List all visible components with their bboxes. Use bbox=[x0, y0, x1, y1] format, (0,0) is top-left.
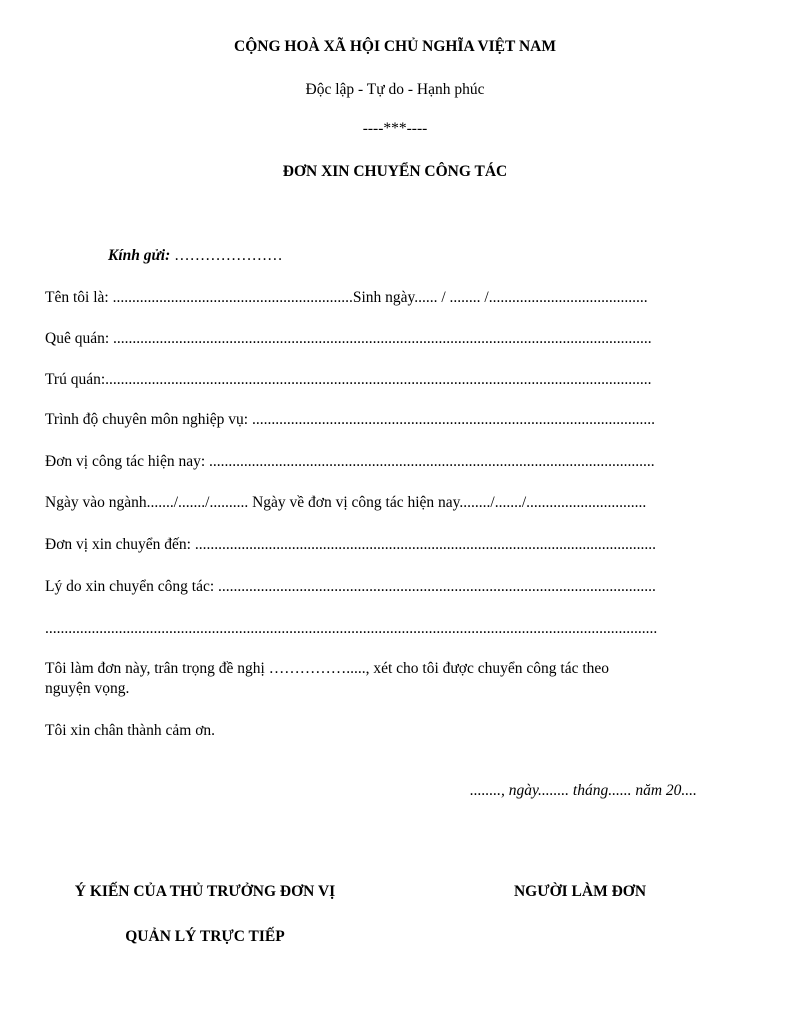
date-line: ........, ngày........ tháng...... năm 20.... bbox=[470, 782, 697, 799]
request-line-1: Tôi làm đơn này, trân trọng đề nghị ……………....., xét cho tôi được chuyển công tác theo bbox=[45, 660, 610, 677]
recipient-blank: ………………… bbox=[170, 247, 283, 264]
national-motto: Độc lập - Tự do - Hạnh phúc bbox=[305, 81, 485, 98]
field-target-unit: Đơn vị xin chuyển đến: ....................................................................................................................... bbox=[45, 536, 656, 553]
recipient-label: Kính gửi: bbox=[108, 247, 171, 264]
recipient-line bbox=[108, 246, 283, 266]
supervisor-opinion-subtitle: QUẢN LÝ TRỰC TIẾP bbox=[125, 928, 285, 945]
supervisor-opinion-title: Ý KIẾN CỦA THỦ TRƯỞNG ĐƠN VỊ bbox=[74, 883, 336, 900]
request-line-2: nguyện vọng. bbox=[45, 680, 130, 697]
national-title: CỘNG HOÀ XÃ HỘI CHỦ NGHĨA VIỆT NAM bbox=[234, 38, 556, 55]
field-residence: Trú quán:............................................................................................................................................. bbox=[45, 371, 652, 388]
separator: ----***---- bbox=[362, 120, 428, 137]
field-qualification: Trình độ chuyên môn nghiệp vụ: ........................................................................................................ bbox=[45, 411, 655, 428]
field-dates: Ngày vào ngành......./......./.......... Ngày về đơn vị công tác hiện nay......../......./............................... bbox=[45, 494, 647, 511]
applicant-signature-title: NGƯỜI LÀM ĐƠN bbox=[513, 883, 647, 900]
field-reason: Lý do xin chuyển công tác: ................................................................................................................. bbox=[45, 578, 656, 595]
thanks-line: Tôi xin chân thành cảm ơn. bbox=[45, 722, 216, 739]
field-reason-continued: .............................................................................................................................................................. bbox=[45, 620, 658, 637]
field-hometown: Quê quán: ........................................................................................................................................... bbox=[45, 330, 652, 347]
field-full-name: Tên tôi là: ..............................................................Sinh ngày...... / ........ /......................................... bbox=[45, 289, 648, 306]
document-title: ĐƠN XIN CHUYỂN CÔNG TÁC bbox=[282, 163, 508, 180]
field-current-unit: Đơn vị công tác hiện nay: ................................................................................................................... bbox=[45, 453, 655, 470]
